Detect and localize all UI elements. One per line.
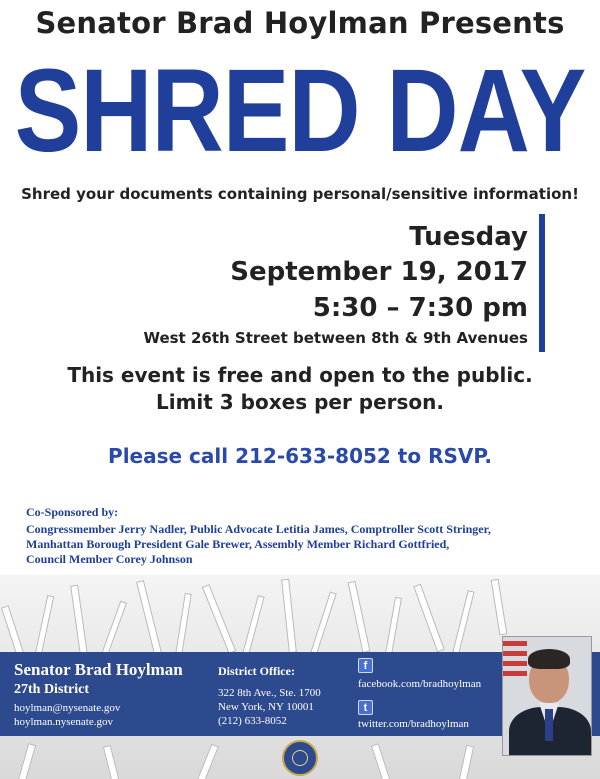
cosponsors-line: Congressmember Jerry Nadler, Public Advocate Letitia James, Comptroller Scott Stringer,	[26, 522, 491, 536]
box-limit-note: Limit 3 boxes per person.	[155, 390, 445, 414]
event-time: 5:30 – 7:30 pm	[312, 293, 528, 323]
flag-stripe	[503, 651, 527, 656]
cosponsors-line: Council Member Corey Johnson	[26, 552, 193, 566]
footer-district: 27th District	[14, 682, 90, 697]
paper-strip	[281, 579, 297, 653]
paper-strip	[454, 745, 474, 779]
seal-emblem	[292, 750, 308, 766]
twitter-icon[interactable]: t	[358, 700, 373, 715]
paper-strip	[100, 601, 127, 660]
paper-strip	[175, 593, 192, 655]
footer-email[interactable]: hoylman@nysenate.gov	[14, 702, 121, 714]
paper-strip	[242, 595, 264, 655]
senator-photo	[502, 636, 592, 756]
portrait-tie	[545, 709, 553, 741]
free-event-note: This event is free and open to the public.	[67, 363, 533, 387]
rsvp-line: Please call 212-633-8052 to RSVP.	[108, 444, 492, 468]
paper-strip	[310, 591, 336, 654]
twitter-link[interactable]: twitter.com/bradhoylman	[358, 718, 469, 730]
flag-stripe	[503, 661, 527, 666]
paper-strip	[103, 745, 125, 779]
district-office-title: District Office:	[218, 664, 295, 678]
presenter-line: Senator Brad Hoylman Presents	[35, 6, 565, 40]
paper-strip	[348, 581, 371, 653]
office-phone: (212) 633-8052	[218, 715, 287, 727]
district-office-address	[218, 686, 321, 728]
paper-strip	[136, 580, 162, 655]
facebook-icon[interactable]: f	[358, 658, 373, 673]
paper-strip	[202, 584, 236, 654]
footer-website[interactable]: hoylman.nysenate.gov	[14, 716, 113, 728]
paper-strip	[371, 743, 397, 779]
paper-strip	[491, 579, 508, 636]
ny-senate-seal-icon	[282, 740, 318, 776]
flag-stripe	[503, 671, 527, 676]
cosponsors-line: Manhattan Borough President Gale Brewer, Assembly Member Richard Gottfried,	[26, 537, 450, 551]
facebook-link[interactable]: facebook.com/bradhoylman	[358, 678, 482, 690]
event-day: Tuesday	[409, 222, 528, 252]
paper-strip	[189, 744, 219, 779]
office-city: New York, NY 10001	[218, 701, 314, 713]
cosponsors-label: Co-Sponsored by:	[26, 505, 119, 519]
tagline: Shred your documents containing personal/sensitive information!	[21, 185, 579, 203]
shred-day-headline: SHRED DAY	[14, 44, 586, 178]
paper-strip	[452, 590, 474, 654]
paper-strip	[385, 597, 402, 655]
paper-strip	[413, 584, 444, 653]
footer-senator-name: Senator Brad Hoylman	[14, 660, 183, 679]
accent-bar	[539, 214, 545, 352]
office-street: 322 8th Ave., Ste. 1700	[218, 687, 321, 699]
cosponsors	[26, 505, 586, 567]
portrait-hair	[528, 649, 570, 669]
event-location: West 26th Street between 8th & 9th Avenues	[143, 329, 528, 347]
flag-stripe	[503, 641, 527, 646]
event-info	[0, 362, 600, 416]
paper-strip	[12, 743, 36, 779]
event-details	[143, 220, 528, 350]
paper-strip	[70, 585, 88, 655]
event-date: September 19, 2017	[230, 257, 528, 287]
